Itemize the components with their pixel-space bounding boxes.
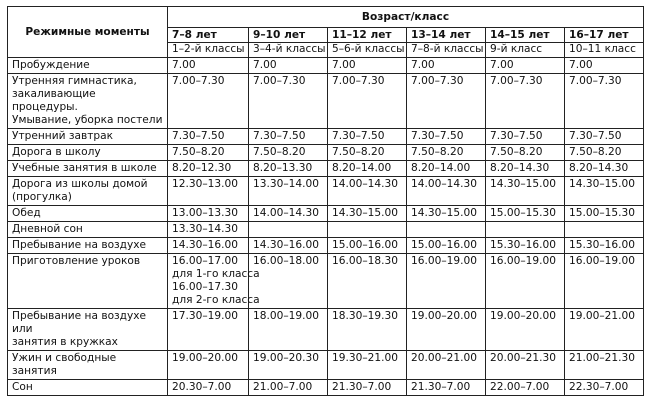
grade-header: 3–4-й классы <box>249 43 328 58</box>
table-row <box>8 74 644 129</box>
time-value: 14.00–14.30 <box>253 207 319 219</box>
schedule-table <box>7 6 644 396</box>
time-cell <box>565 177 644 206</box>
time-value: 7.00–7.30 <box>332 75 385 87</box>
time-value: 14.30–15.00 <box>490 178 556 190</box>
table-row <box>8 206 644 222</box>
time-cell <box>565 58 644 74</box>
time-value: 7.00 <box>332 59 356 71</box>
time-value: 18.30–19.30 <box>332 310 398 322</box>
grade-header: 1–2-й классы <box>168 43 249 58</box>
time-value: 7.30–7.50 <box>253 130 306 142</box>
time-cell <box>328 177 407 206</box>
time-value: 14.30–16.00 <box>253 239 319 251</box>
time-cell <box>168 145 249 161</box>
time-value: 7.50–8.20 <box>172 146 225 158</box>
time-value: 13.00–13.30 <box>172 207 238 219</box>
time-cell <box>486 129 565 145</box>
time-value: 14.30–15.00 <box>332 207 398 219</box>
row-label <box>8 58 168 74</box>
time-value: 7.50–8.20 <box>411 146 464 158</box>
time-cell <box>565 145 644 161</box>
time-value: 8.20–14.30 <box>569 162 629 174</box>
time-value: 8.20–14.00 <box>332 162 392 174</box>
time-value: 14.00–14.30 <box>411 178 477 190</box>
time-value: 16.00–18.30 <box>332 255 398 267</box>
time-cell <box>407 222 486 238</box>
time-cell <box>486 58 565 74</box>
table-row <box>8 222 644 238</box>
time-value: 15.30–16.00 <box>569 239 635 251</box>
time-value: 7.00 <box>490 59 514 71</box>
time-cell <box>486 206 565 222</box>
time-value: 14.00–14.30 <box>332 178 398 190</box>
row-label-line: Умывание, уборка постели <box>12 114 163 126</box>
time-cell <box>407 129 486 145</box>
time-cell <box>168 380 249 396</box>
time-cell <box>328 145 407 161</box>
time-value: 7.00 <box>172 59 196 71</box>
time-cell <box>407 74 486 129</box>
grade-header: 5–6-й классы <box>328 43 407 58</box>
table-row <box>8 177 644 206</box>
time-value: 8.20–13.30 <box>253 162 313 174</box>
time-value: 7.30–7.50 <box>172 130 225 142</box>
time-cell <box>328 58 407 74</box>
time-cell <box>328 161 407 177</box>
time-cell <box>249 309 328 351</box>
time-cell <box>168 74 249 129</box>
time-cell <box>565 351 644 380</box>
time-cell <box>249 380 328 396</box>
age-header: 16–17 лет <box>565 28 644 43</box>
time-value: 16.00–19.00 <box>411 255 477 267</box>
time-value: 15.30–16.00 <box>490 239 556 251</box>
time-cell <box>486 222 565 238</box>
time-value: 7.30–7.50 <box>411 130 464 142</box>
time-cell <box>168 309 249 351</box>
row-label <box>8 309 168 351</box>
time-cell <box>328 238 407 254</box>
table-row <box>8 309 644 351</box>
time-cell <box>407 238 486 254</box>
time-cell <box>328 380 407 396</box>
time-cell <box>168 222 249 238</box>
time-value: 7.00–7.30 <box>172 75 225 87</box>
grade-header: 9-й класс <box>486 43 565 58</box>
time-value: 19.30–21.00 <box>332 352 398 364</box>
time-cell <box>328 74 407 129</box>
time-cell <box>486 380 565 396</box>
grade-header: 10–11 класс <box>565 43 644 58</box>
time-value: 19.00–20.00 <box>490 310 556 322</box>
time-cell <box>565 129 644 145</box>
time-value: 7.30–7.50 <box>332 130 385 142</box>
time-value: 7.50–8.20 <box>569 146 622 158</box>
time-cell <box>407 309 486 351</box>
time-value: 21.30–7.00 <box>411 381 471 393</box>
row-label <box>8 351 168 380</box>
time-value: 7.00–7.30 <box>490 75 543 87</box>
time-value: для 2-го класса <box>172 294 260 306</box>
time-value: 20.00–21.00 <box>411 352 477 364</box>
time-cell <box>249 145 328 161</box>
table-row <box>8 254 644 309</box>
time-cell <box>249 238 328 254</box>
time-value: 13.30–14.30 <box>172 223 238 235</box>
time-value: 19.00–20.30 <box>253 352 319 364</box>
time-cell <box>328 206 407 222</box>
row-label <box>8 161 168 177</box>
time-value: 7.00 <box>253 59 277 71</box>
time-value: 7.50–8.20 <box>490 146 543 158</box>
row-label-line: Приготовление уроков <box>12 255 141 267</box>
time-value: 16.00–19.00 <box>569 255 635 267</box>
time-cell <box>565 206 644 222</box>
age-header: 9–10 лет <box>249 28 328 43</box>
time-value: 14.30–15.00 <box>569 178 635 190</box>
time-value: 7.30–7.50 <box>569 130 622 142</box>
time-value: 14.30–16.00 <box>172 239 238 251</box>
time-value: 18.00–19.00 <box>253 310 319 322</box>
time-value: 7.00–7.30 <box>253 75 306 87</box>
table-row <box>8 58 644 74</box>
row-label <box>8 380 168 396</box>
time-cell <box>328 351 407 380</box>
time-value: 7.00–7.30 <box>411 75 464 87</box>
age-header: 13–14 лет <box>407 28 486 43</box>
row-label-line: Пробуждение <box>12 59 90 71</box>
age-header: 11–12 лет <box>328 28 407 43</box>
time-cell <box>407 177 486 206</box>
time-cell <box>407 145 486 161</box>
time-value: 7.00 <box>569 59 593 71</box>
age-group-header: Возраст/класс <box>168 7 644 28</box>
time-cell <box>565 380 644 396</box>
time-cell <box>565 74 644 129</box>
time-value: 12.30–13.00 <box>172 178 238 190</box>
time-cell <box>168 351 249 380</box>
row-label <box>8 145 168 161</box>
row-label-line: закаливающие процедуры. <box>12 88 96 113</box>
time-value: 15.00–15.30 <box>569 207 635 219</box>
time-value: 8.20–12.30 <box>172 162 232 174</box>
row-label-line: Обед <box>12 207 41 219</box>
time-value: 14.30–15.00 <box>411 207 477 219</box>
time-value: 21.00–7.00 <box>253 381 313 393</box>
time-value: 7.50–8.20 <box>332 146 385 158</box>
time-cell <box>249 254 328 309</box>
row-label <box>8 74 168 129</box>
table-row <box>8 129 644 145</box>
row-label-line: Дневной сон <box>12 223 83 235</box>
time-value: 15.00–16.00 <box>411 239 477 251</box>
row-label-line: Ужин и свободные занятия <box>12 352 117 377</box>
time-value: 20.30–7.00 <box>172 381 232 393</box>
row-label-line: Пребывание на воздухе или <box>12 310 147 335</box>
time-cell <box>168 254 260 309</box>
time-cell <box>407 58 486 74</box>
time-value: 16.00–17.00 <box>172 255 238 267</box>
corner-header: Режимные моменты <box>8 7 168 58</box>
time-value: 7.00 <box>411 59 435 71</box>
row-label-line: (прогулка) <box>12 191 72 203</box>
time-value: 15.00–16.00 <box>332 239 398 251</box>
time-cell <box>249 177 328 206</box>
time-cell <box>486 74 565 129</box>
row-label-line: Пребывание на воздухе <box>12 239 147 251</box>
time-value: для 1-го класса <box>172 268 260 280</box>
time-value: 8.20–14.30 <box>490 162 550 174</box>
time-cell <box>565 254 644 309</box>
time-cell <box>407 351 486 380</box>
time-value: 19.00–21.00 <box>569 310 635 322</box>
time-value: 7.30–7.50 <box>490 130 543 142</box>
time-value: 15.00–15.30 <box>490 207 556 219</box>
row-label <box>8 238 168 254</box>
age-header: 14–15 лет <box>486 28 565 43</box>
time-value: 7.00–7.30 <box>569 75 622 87</box>
table-row <box>8 161 644 177</box>
time-value: 7.50–8.20 <box>253 146 306 158</box>
time-cell <box>565 161 644 177</box>
time-value: 8.20–14.00 <box>411 162 471 174</box>
time-value: 16.00–17.30 <box>172 281 238 293</box>
row-label-line: Утренний завтрак <box>12 130 114 142</box>
time-value: 17.30–19.00 <box>172 310 238 322</box>
row-label-line: Учебные занятия в школе <box>12 162 157 174</box>
time-cell <box>249 351 328 380</box>
time-cell <box>486 309 565 351</box>
row-label <box>8 129 168 145</box>
row-label-line: занятия в кружках <box>12 336 118 348</box>
time-cell <box>328 254 407 309</box>
row-label-line: Дорога в школу <box>12 146 101 158</box>
time-cell <box>565 222 644 238</box>
time-cell <box>486 351 565 380</box>
time-cell <box>249 206 328 222</box>
time-cell <box>168 206 249 222</box>
time-cell <box>249 222 328 238</box>
row-label <box>8 222 168 238</box>
time-value: 16.00–18.00 <box>253 255 319 267</box>
time-cell <box>249 74 328 129</box>
age-header: 7–8 лет <box>168 28 249 43</box>
time-cell <box>486 238 565 254</box>
time-cell <box>328 129 407 145</box>
grade-header: 7–8-й классы <box>407 43 486 58</box>
time-cell <box>168 177 249 206</box>
time-cell <box>168 161 249 177</box>
time-value: 21.00–21.30 <box>569 352 635 364</box>
table-row <box>8 145 644 161</box>
time-value: 13.30–14.00 <box>253 178 319 190</box>
time-cell <box>249 58 328 74</box>
table-row <box>8 380 644 396</box>
time-value: 19.00–20.00 <box>411 310 477 322</box>
time-cell <box>407 380 486 396</box>
time-cell <box>565 309 644 351</box>
time-cell <box>486 177 565 206</box>
time-cell <box>168 129 249 145</box>
time-cell <box>168 238 249 254</box>
time-cell <box>407 161 486 177</box>
time-value: 21.30–7.00 <box>332 381 392 393</box>
time-cell <box>407 206 486 222</box>
time-cell <box>168 58 249 74</box>
time-cell <box>486 254 565 309</box>
time-value: 16.00–19.00 <box>490 255 556 267</box>
row-label <box>8 254 168 309</box>
time-value: 22.30–7.00 <box>569 381 629 393</box>
time-cell <box>249 161 328 177</box>
table-body <box>8 58 644 396</box>
time-value: 20.00–21.30 <box>490 352 556 364</box>
time-value: 19.00–20.00 <box>172 352 238 364</box>
row-label-line: Дорога из школы домой <box>12 178 148 190</box>
schedule-table-wrapper <box>7 6 644 396</box>
time-cell <box>486 161 565 177</box>
table-row <box>8 238 644 254</box>
row-label <box>8 177 168 206</box>
time-cell <box>328 309 407 351</box>
row-label-line: Утренняя гимнастика, <box>12 75 137 87</box>
row-label-line: Сон <box>12 381 33 393</box>
row-label <box>8 206 168 222</box>
table-header <box>8 7 644 58</box>
time-cell <box>249 129 328 145</box>
time-value: 22.00–7.00 <box>490 381 550 393</box>
time-cell <box>328 222 407 238</box>
time-cell <box>565 238 644 254</box>
table-row <box>8 351 644 380</box>
time-cell <box>486 145 565 161</box>
time-cell <box>407 254 486 309</box>
